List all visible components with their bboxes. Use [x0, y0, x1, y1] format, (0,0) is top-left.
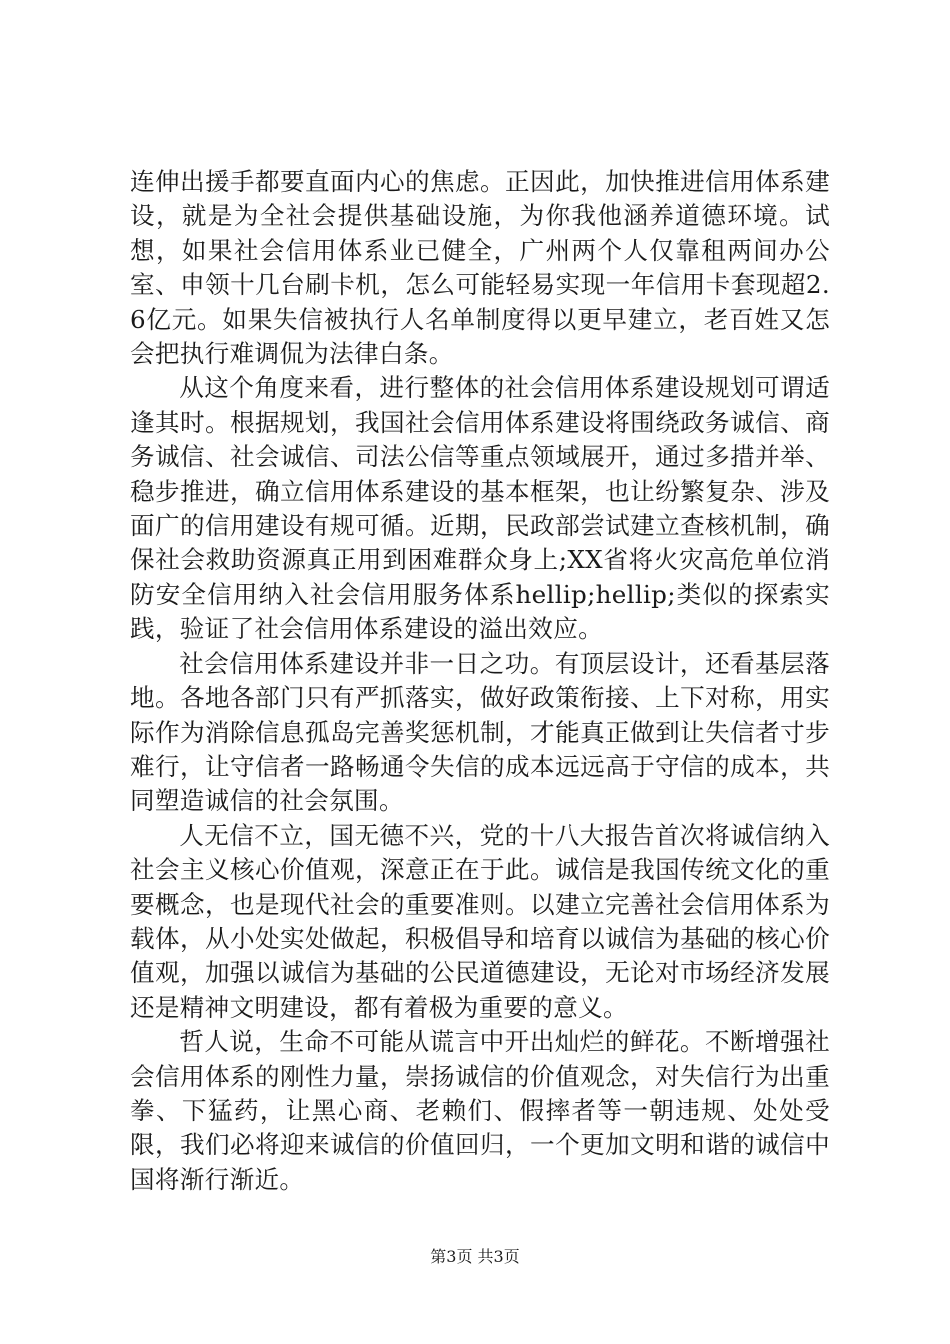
paragraph-5: 哲人说，生命不可能从谎言中开出灿烂的鲜花。不断增强社会信用体系的刚性力量，崇扬诚信的价值观念，对失信行为出重拳、下猛药，让黑心商、老赖们、假摔者等一朝违规、处处受限，我们必将迎来诚信的价值回归，一个更加文明和谐的诚信中国将渐行渐近。 [130, 1027, 830, 1194]
paragraph-2: 从这个角度来看，进行整体的社会信用体系建设规划可谓适逢其时。根据规划，我国社会信用体系建设将围绕政务诚信、商务诚信、社会诚信、司法公信等重点领域展开，通过多措并举、稳步推进，确立信用体系建设的基本框架，也让纷繁复杂、涉及面广的信用建设有规可循。近期，民政部尝试建立查核机制，确保社会救助资源真正用到困难群众身上;XX省将火灾高危单位消防安全信用纳入社会信用服务体系hellip;hellip;类似的探索实践，验证了社会信用体系建设的溢出效应。 [130, 373, 830, 644]
page-footer: 第3页 共3页 [430, 1247, 520, 1266]
paragraph-1: 连伸出援手都要直面内心的焦虑。正因此，加快推进信用体系建设，就是为全社会提供基础设施，为你我他涵养道德环境。试想，如果社会信用体系业已健全，广州两个人仅靠租两间办公室、申领十几台刷卡机，怎么可能轻易实现一年信用卡套现超2.6亿元。如果失信被执行人名单制度得以更早建立，老百姓又怎会把执行难调侃为法律白条。 [130, 167, 830, 369]
paragraph-3: 社会信用体系建设并非一日之功。有顶层设计，还看基层落地。各地各部门只有严抓落实，做好政策衔接、上下对称，用实际作为消除信息孤岛完善奖惩机制，才能真正做到让失信者寸步难行，让守信者一路畅通令失信的成本远远高于守信的成本，共同塑造诚信的社会氛围。 [130, 648, 830, 816]
document-body [130, 165, 830, 1197]
paragraph-4: 人无信不立，国无德不兴，党的十八大报告首次将诚信纳入社会主义核心价值观，深意正在于此。诚信是我国传统文化的重要概念，也是现代社会的重要准则。以建立完善社会信用体系为载体，从小处实处做起，积极倡导和培育以诚信为基础的核心价值观，加强以诚信为基础的公民道德建设，无论对市场经济发展还是精神文明建设，都有着极为重要的意义。 [130, 820, 830, 1022]
